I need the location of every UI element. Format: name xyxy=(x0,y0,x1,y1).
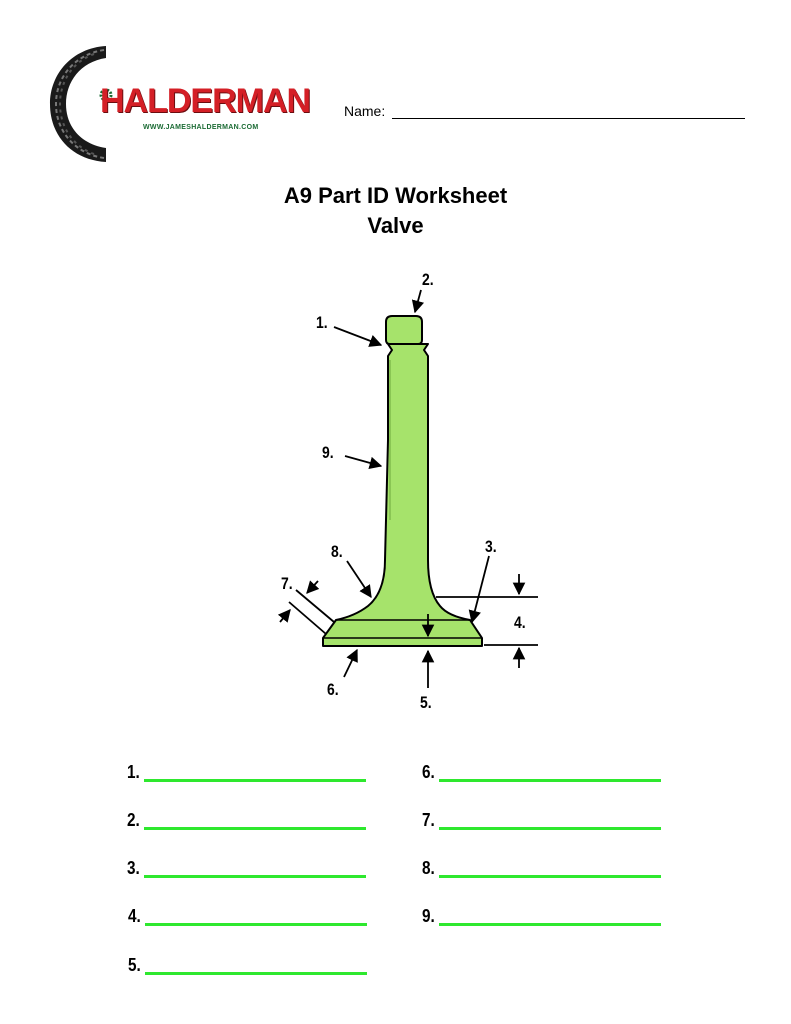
callout-9: 9. xyxy=(322,443,334,462)
leader-8 xyxy=(347,561,371,597)
brand-name: HALDERMAN xyxy=(100,82,311,120)
answer-line[interactable] xyxy=(145,923,367,926)
answer-field-6[interactable] xyxy=(422,762,667,784)
answer-line[interactable] xyxy=(144,875,366,878)
answer-field-1[interactable] xyxy=(127,762,372,784)
answer-number: 3. xyxy=(127,858,140,878)
brand-website: WWW.JAMESHALDERMAN.COM xyxy=(143,124,259,131)
answer-number: 2. xyxy=(127,810,140,830)
leader-1 xyxy=(334,327,381,345)
callout-7: 7. xyxy=(281,574,293,593)
answer-number: 7. xyxy=(422,810,435,830)
leader-6 xyxy=(344,650,357,677)
worksheet-subtitle: Valve xyxy=(367,213,424,238)
answer-field-9[interactable] xyxy=(422,906,667,928)
answer-field-5[interactable] xyxy=(128,955,373,977)
callout-6: 6. xyxy=(327,680,339,699)
answer-number: 6. xyxy=(422,762,435,782)
answer-field-2[interactable] xyxy=(127,810,372,832)
callout-2: 2. xyxy=(422,270,434,289)
callout-8: 8. xyxy=(331,542,343,561)
dim-7-arrow-a xyxy=(307,581,318,593)
callout-5: 5. xyxy=(420,693,432,712)
callout-4: 4. xyxy=(514,613,526,632)
answer-number: 5. xyxy=(128,955,141,975)
answer-number: 8. xyxy=(422,858,435,878)
answer-number: 1. xyxy=(127,762,140,782)
worksheet-title: A9 Part ID Worksheet xyxy=(283,183,508,208)
callout-3: 3. xyxy=(485,537,497,556)
leader-3 xyxy=(472,556,489,622)
answer-field-8[interactable] xyxy=(422,858,667,880)
answer-line[interactable] xyxy=(144,779,366,782)
leader-2 xyxy=(415,290,421,312)
callout-1: 1. xyxy=(316,313,328,332)
answer-field-4[interactable] xyxy=(128,906,373,928)
answer-number: 9. xyxy=(422,906,435,926)
answer-field-7[interactable] xyxy=(422,810,667,832)
answer-line[interactable] xyxy=(145,972,367,975)
answer-line[interactable] xyxy=(439,779,661,782)
name-label: Name: xyxy=(344,103,386,119)
answer-line[interactable] xyxy=(439,923,661,926)
answer-line[interactable] xyxy=(144,827,366,830)
answer-number: 4. xyxy=(128,906,141,926)
answer-line[interactable] xyxy=(439,875,661,878)
dim-7-line-a xyxy=(296,590,334,622)
leader-9 xyxy=(345,456,381,466)
dim-7-line-b xyxy=(289,602,326,634)
answer-line[interactable] xyxy=(439,827,661,830)
dim-7-arrow-b xyxy=(280,610,290,622)
answer-field-3[interactable] xyxy=(127,858,372,880)
